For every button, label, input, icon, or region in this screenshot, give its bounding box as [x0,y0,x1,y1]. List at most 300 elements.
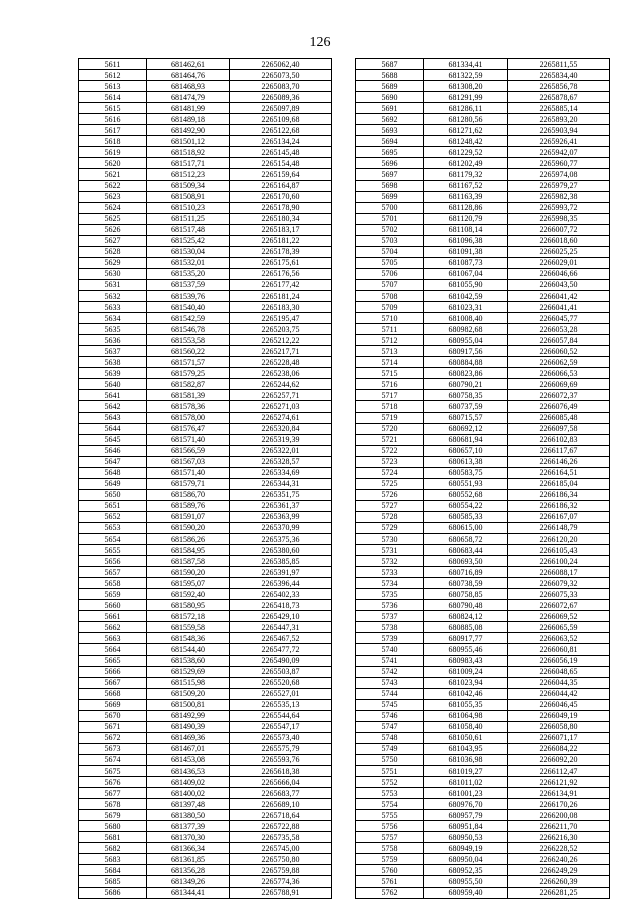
y-coordinate-cell: 2266102,83 [508,434,610,445]
y-coordinate-cell: 2265351,75 [230,489,332,500]
table-row [356,754,610,765]
y-coordinate-cell: 2266085,48 [508,412,610,423]
x-coordinate-cell: 681566,59 [147,445,230,456]
x-coordinate-cell: 681462,61 [147,59,230,70]
x-coordinate-cell: 681548,36 [147,633,230,644]
x-coordinate-cell: 680955,04 [424,335,508,346]
y-coordinate-cell: 2265834,40 [508,70,610,81]
x-coordinate-cell: 681492,99 [147,710,230,721]
table-row [79,158,332,169]
table-row [356,357,610,368]
point-number-cell: 5649 [79,478,147,489]
table-row [356,478,610,489]
y-coordinate-cell: 2265122,68 [230,125,332,136]
x-coordinate-cell: 681492,90 [147,125,230,136]
point-number-cell: 5728 [356,511,424,522]
point-number-cell: 5757 [356,832,424,843]
table-row [356,191,610,202]
y-coordinate-cell: 2266117,67 [508,445,610,456]
point-number-cell: 5759 [356,854,424,865]
x-coordinate-cell: 681518,92 [147,147,230,158]
x-coordinate-cell: 681579,71 [147,478,230,489]
table-row [79,169,332,180]
table-row [79,854,332,865]
x-coordinate-cell: 681572,18 [147,611,230,622]
point-number-cell: 5627 [79,235,147,246]
point-number-cell: 5615 [79,103,147,114]
y-coordinate-cell: 2266057,84 [508,335,610,346]
y-coordinate-cell: 2265319,39 [230,434,332,445]
table-row [79,567,332,578]
point-number-cell: 5640 [79,379,147,390]
y-coordinate-cell: 2266185,04 [508,478,610,489]
y-coordinate-cell: 2266069,69 [508,379,610,390]
y-coordinate-cell: 2265212,22 [230,335,332,346]
x-coordinate-cell: 681540,40 [147,302,230,313]
y-coordinate-cell: 2265467,52 [230,633,332,644]
table-row [356,379,610,390]
y-coordinate-cell: 2265535,13 [230,699,332,710]
table-row [79,147,332,158]
y-coordinate-cell: 2265109,68 [230,114,332,125]
point-number-cell: 5760 [356,865,424,876]
point-number-cell: 5611 [79,59,147,70]
y-coordinate-cell: 2266018,60 [508,235,610,246]
point-number-cell: 5692 [356,114,424,125]
point-number-cell: 5719 [356,412,424,423]
y-coordinate-cell: 2265689,10 [230,799,332,810]
point-number-cell: 5721 [356,434,424,445]
point-number-cell: 5729 [356,522,424,533]
y-coordinate-cell: 2265062,40 [230,59,332,70]
x-coordinate-cell: 681008,40 [424,313,508,324]
y-coordinate-cell: 2265320,84 [230,423,332,434]
y-coordinate-cell: 2266097,58 [508,423,610,434]
point-number-cell: 5749 [356,743,424,754]
point-number-cell: 5636 [79,335,147,346]
point-number-cell: 5679 [79,810,147,821]
point-number-cell: 5673 [79,743,147,754]
y-coordinate-cell: 2265134,24 [230,136,332,147]
x-coordinate-cell: 681011,02 [424,777,508,788]
table-row [356,368,610,379]
y-coordinate-cell: 2266058,80 [508,721,610,732]
y-coordinate-cell: 2265527,01 [230,688,332,699]
x-coordinate-cell: 681581,39 [147,390,230,401]
y-coordinate-cell: 2265974,08 [508,169,610,180]
table-row [79,368,332,379]
point-number-cell: 5694 [356,136,424,147]
table-row [79,887,332,898]
table-row [79,92,332,103]
table-row [79,666,332,677]
x-coordinate-cell: 681067,04 [424,268,508,279]
x-coordinate-cell: 681167,52 [424,180,508,191]
y-coordinate-cell: 2266079,32 [508,578,610,589]
y-coordinate-cell: 2265183,17 [230,224,332,235]
point-number-cell: 5619 [79,147,147,158]
y-coordinate-cell: 2265447,31 [230,622,332,633]
table-row [79,180,332,191]
table-row [356,147,610,158]
x-coordinate-cell: 680983,43 [424,655,508,666]
point-number-cell: 5717 [356,390,424,401]
table-row [79,114,332,125]
table-row [79,81,332,92]
y-coordinate-cell: 2266076,49 [508,401,610,412]
y-coordinate-cell: 2265154,48 [230,158,332,169]
point-number-cell: 5669 [79,699,147,710]
point-number-cell: 5624 [79,202,147,213]
y-coordinate-cell: 2266041,41 [508,302,610,313]
x-coordinate-cell: 681397,48 [147,799,230,810]
point-number-cell: 5747 [356,721,424,732]
y-coordinate-cell: 2266186,34 [508,489,610,500]
x-coordinate-cell: 681291,99 [424,92,508,103]
x-coordinate-cell: 681535,20 [147,268,230,279]
x-coordinate-cell: 681400,02 [147,788,230,799]
table-row [79,710,332,721]
table-row [356,666,610,677]
table-row [79,136,332,147]
y-coordinate-cell: 2265759,88 [230,865,332,876]
y-coordinate-cell: 2265257,71 [230,390,332,401]
point-number-cell: 5712 [356,335,424,346]
x-coordinate-cell: 681544,40 [147,644,230,655]
y-coordinate-cell: 2265170,60 [230,191,332,202]
point-number-cell: 5629 [79,257,147,268]
x-coordinate-cell: 681248,42 [424,136,508,147]
x-coordinate-cell: 681023,94 [424,677,508,688]
table-row [356,887,610,898]
point-number-cell: 5656 [79,556,147,567]
table-row [79,390,332,401]
point-number-cell: 5666 [79,666,147,677]
y-coordinate-cell: 2265183,30 [230,302,332,313]
table-row [79,478,332,489]
y-coordinate-cell: 2266120,20 [508,534,610,545]
point-number-cell: 5676 [79,777,147,788]
point-number-cell: 5738 [356,622,424,633]
y-coordinate-cell: 2265885,14 [508,103,610,114]
point-number-cell: 5641 [79,390,147,401]
point-number-cell: 5646 [79,445,147,456]
table-row [79,534,332,545]
x-coordinate-cell: 680950,04 [424,854,508,865]
point-number-cell: 5614 [79,92,147,103]
x-coordinate-cell: 680657,10 [424,445,508,456]
point-number-cell: 5682 [79,843,147,854]
y-coordinate-cell: 2265380,60 [230,545,332,556]
point-number-cell: 5736 [356,600,424,611]
y-coordinate-cell: 2265998,35 [508,213,610,224]
table-row [79,191,332,202]
point-number-cell: 5697 [356,169,424,180]
x-coordinate-cell: 681591,07 [147,511,230,522]
y-coordinate-cell: 2265145,48 [230,147,332,158]
y-coordinate-cell: 2265181,22 [230,235,332,246]
x-coordinate-cell: 681453,08 [147,754,230,765]
point-number-cell: 5677 [79,788,147,799]
table-row [79,799,332,810]
y-coordinate-cell: 2266044,35 [508,677,610,688]
table-row [79,766,332,777]
x-coordinate-cell: 680884,88 [424,357,508,368]
y-coordinate-cell: 2265593,76 [230,754,332,765]
x-coordinate-cell: 681055,90 [424,279,508,290]
x-coordinate-cell: 681436,53 [147,766,230,777]
x-coordinate-cell: 681592,40 [147,589,230,600]
point-number-cell: 5660 [79,600,147,611]
x-coordinate-cell: 680824,12 [424,611,508,622]
y-coordinate-cell: 2266092,20 [508,754,610,765]
point-number-cell: 5657 [79,567,147,578]
table-row [356,688,610,699]
x-coordinate-cell: 680692,12 [424,423,508,434]
table-row [79,313,332,324]
table-row [356,578,610,589]
x-coordinate-cell: 681163,39 [424,191,508,202]
point-number-cell: 5707 [356,279,424,290]
point-number-cell: 5733 [356,567,424,578]
point-number-cell: 5698 [356,180,424,191]
y-coordinate-cell: 2266167,07 [508,511,610,522]
x-coordinate-cell: 681370,30 [147,832,230,843]
point-number-cell: 5702 [356,224,424,235]
x-coordinate-cell: 681582,87 [147,379,230,390]
x-coordinate-cell: 681489,18 [147,114,230,125]
point-number-cell: 5708 [356,290,424,301]
point-number-cell: 5668 [79,688,147,699]
table-row [356,732,610,743]
point-number-cell: 5748 [356,732,424,743]
x-coordinate-cell: 681120,79 [424,213,508,224]
x-coordinate-cell: 681586,70 [147,489,230,500]
point-number-cell: 5739 [356,633,424,644]
point-number-cell: 5671 [79,721,147,732]
table-row [356,843,610,854]
table-row [79,412,332,423]
point-number-cell: 5659 [79,589,147,600]
x-coordinate-cell: 680681,94 [424,434,508,445]
point-number-cell: 5687 [356,59,424,70]
y-coordinate-cell: 2265073,50 [230,70,332,81]
point-number-cell: 5743 [356,677,424,688]
x-coordinate-cell: 681587,58 [147,556,230,567]
x-coordinate-cell: 681356,28 [147,865,230,876]
table-row [79,743,332,754]
point-number-cell: 5621 [79,169,147,180]
point-number-cell: 5735 [356,589,424,600]
y-coordinate-cell: 2266186,32 [508,500,610,511]
point-number-cell: 5632 [79,290,147,301]
point-number-cell: 5711 [356,324,424,335]
x-coordinate-cell: 681361,85 [147,854,230,865]
table-row [79,324,332,335]
x-coordinate-cell: 681576,47 [147,423,230,434]
y-coordinate-cell: 2265217,71 [230,346,332,357]
x-coordinate-cell: 681064,98 [424,710,508,721]
table-row [356,103,610,114]
y-coordinate-cell: 2265181,24 [230,290,332,301]
y-coordinate-cell: 2265788,91 [230,887,332,898]
table-row [79,578,332,589]
x-coordinate-cell: 680949,19 [424,843,508,854]
point-number-cell: 5626 [79,224,147,235]
point-number-cell: 5754 [356,799,424,810]
table-row [79,699,332,710]
point-number-cell: 5696 [356,158,424,169]
x-coordinate-cell: 680823,86 [424,368,508,379]
x-coordinate-cell: 681468,93 [147,81,230,92]
point-number-cell: 5637 [79,346,147,357]
x-coordinate-cell: 681464,76 [147,70,230,81]
x-coordinate-cell: 681586,26 [147,534,230,545]
x-coordinate-cell: 681280,56 [424,114,508,125]
x-coordinate-cell: 681036,98 [424,754,508,765]
point-number-cell: 5665 [79,655,147,666]
table-row [356,390,610,401]
point-number-cell: 5625 [79,213,147,224]
table-row [79,59,332,70]
x-coordinate-cell: 680615,00 [424,522,508,533]
table-row [79,511,332,522]
x-coordinate-cell: 681334,41 [424,59,508,70]
table-row [79,379,332,390]
x-coordinate-cell: 681579,25 [147,368,230,379]
x-coordinate-cell: 680554,22 [424,500,508,511]
x-coordinate-cell: 680790,21 [424,379,508,390]
y-coordinate-cell: 2265418,73 [230,600,332,611]
x-coordinate-cell: 681344,41 [147,887,230,898]
y-coordinate-cell: 2265402,33 [230,589,332,600]
point-number-cell: 5706 [356,268,424,279]
x-coordinate-cell: 681538,60 [147,655,230,666]
y-coordinate-cell: 2265774,36 [230,876,332,887]
point-number-cell: 5700 [356,202,424,213]
x-coordinate-cell: 681578,00 [147,412,230,423]
y-coordinate-cell: 2265429,10 [230,611,332,622]
point-number-cell: 5643 [79,412,147,423]
y-coordinate-cell: 2265228,48 [230,357,332,368]
point-number-cell: 5699 [356,191,424,202]
table-row [356,788,610,799]
x-coordinate-cell: 681481,99 [147,103,230,114]
table-row [356,865,610,876]
point-number-cell: 5674 [79,754,147,765]
x-coordinate-cell: 681050,61 [424,732,508,743]
point-number-cell: 5703 [356,235,424,246]
x-coordinate-cell: 681553,58 [147,335,230,346]
y-coordinate-cell: 2265396,44 [230,578,332,589]
point-number-cell: 5688 [356,70,424,81]
table-row [79,290,332,301]
x-coordinate-cell: 680885,08 [424,622,508,633]
y-coordinate-cell: 2265960,77 [508,158,610,169]
point-number-cell: 5744 [356,688,424,699]
table-row [356,821,610,832]
point-number-cell: 5645 [79,434,147,445]
x-coordinate-cell: 680917,56 [424,346,508,357]
y-coordinate-cell: 2266041,42 [508,290,610,301]
point-number-cell: 5652 [79,511,147,522]
y-coordinate-cell: 2265575,79 [230,743,332,754]
y-coordinate-cell: 2265942,07 [508,147,610,158]
point-number-cell: 5635 [79,324,147,335]
point-number-cell: 5651 [79,500,147,511]
table-row [356,59,610,70]
point-number-cell: 5750 [356,754,424,765]
y-coordinate-cell: 2265203,75 [230,324,332,335]
table-row [356,445,610,456]
y-coordinate-cell: 2266066,53 [508,368,610,379]
table-row [356,467,610,478]
x-coordinate-cell: 681096,38 [424,235,508,246]
x-coordinate-cell: 681349,26 [147,876,230,887]
y-coordinate-cell: 2266072,67 [508,600,610,611]
point-number-cell: 5695 [356,147,424,158]
table-row [356,567,610,578]
y-coordinate-cell: 2265547,17 [230,721,332,732]
x-coordinate-cell: 681590,20 [147,567,230,578]
table-row [356,655,610,666]
x-coordinate-cell: 680585,33 [424,511,508,522]
table-row [356,810,610,821]
point-number-cell: 5661 [79,611,147,622]
table-row [79,754,332,765]
point-number-cell: 5704 [356,246,424,257]
y-coordinate-cell: 2265363,99 [230,511,332,522]
table-row [79,589,332,600]
table-row [79,401,332,412]
table-row [79,456,332,467]
point-number-cell: 5709 [356,302,424,313]
y-coordinate-cell: 2265375,36 [230,534,332,545]
y-coordinate-cell: 2265089,36 [230,92,332,103]
table-row [79,777,332,788]
table-row [79,213,332,224]
y-coordinate-cell: 2265334,69 [230,467,332,478]
y-coordinate-cell: 2266084,22 [508,743,610,754]
page-number: 126 [309,35,331,50]
y-coordinate-cell: 2266069,52 [508,611,610,622]
x-coordinate-cell: 681501,12 [147,136,230,147]
y-coordinate-cell: 2265328,57 [230,456,332,467]
point-number-cell: 5630 [79,268,147,279]
y-coordinate-cell: 2266134,91 [508,788,610,799]
y-coordinate-cell: 2266046,45 [508,699,610,710]
table-row [356,721,610,732]
point-number-cell: 5658 [79,578,147,589]
point-number-cell: 5742 [356,666,424,677]
y-coordinate-cell: 2266046,66 [508,268,610,279]
point-number-cell: 5644 [79,423,147,434]
y-coordinate-cell: 2265271,03 [230,401,332,412]
table-row [356,556,610,567]
y-coordinate-cell: 2266029,01 [508,257,610,268]
point-number-cell: 5713 [356,346,424,357]
table-row [356,677,610,688]
y-coordinate-cell: 2265982,38 [508,191,610,202]
x-coordinate-cell: 681537,59 [147,279,230,290]
x-coordinate-cell: 681009,24 [424,666,508,677]
y-coordinate-cell: 2266146,26 [508,456,610,467]
table-row [356,268,610,279]
y-coordinate-cell: 2265175,61 [230,257,332,268]
point-number-cell: 5710 [356,313,424,324]
table-row [356,114,610,125]
table-row [356,489,610,500]
